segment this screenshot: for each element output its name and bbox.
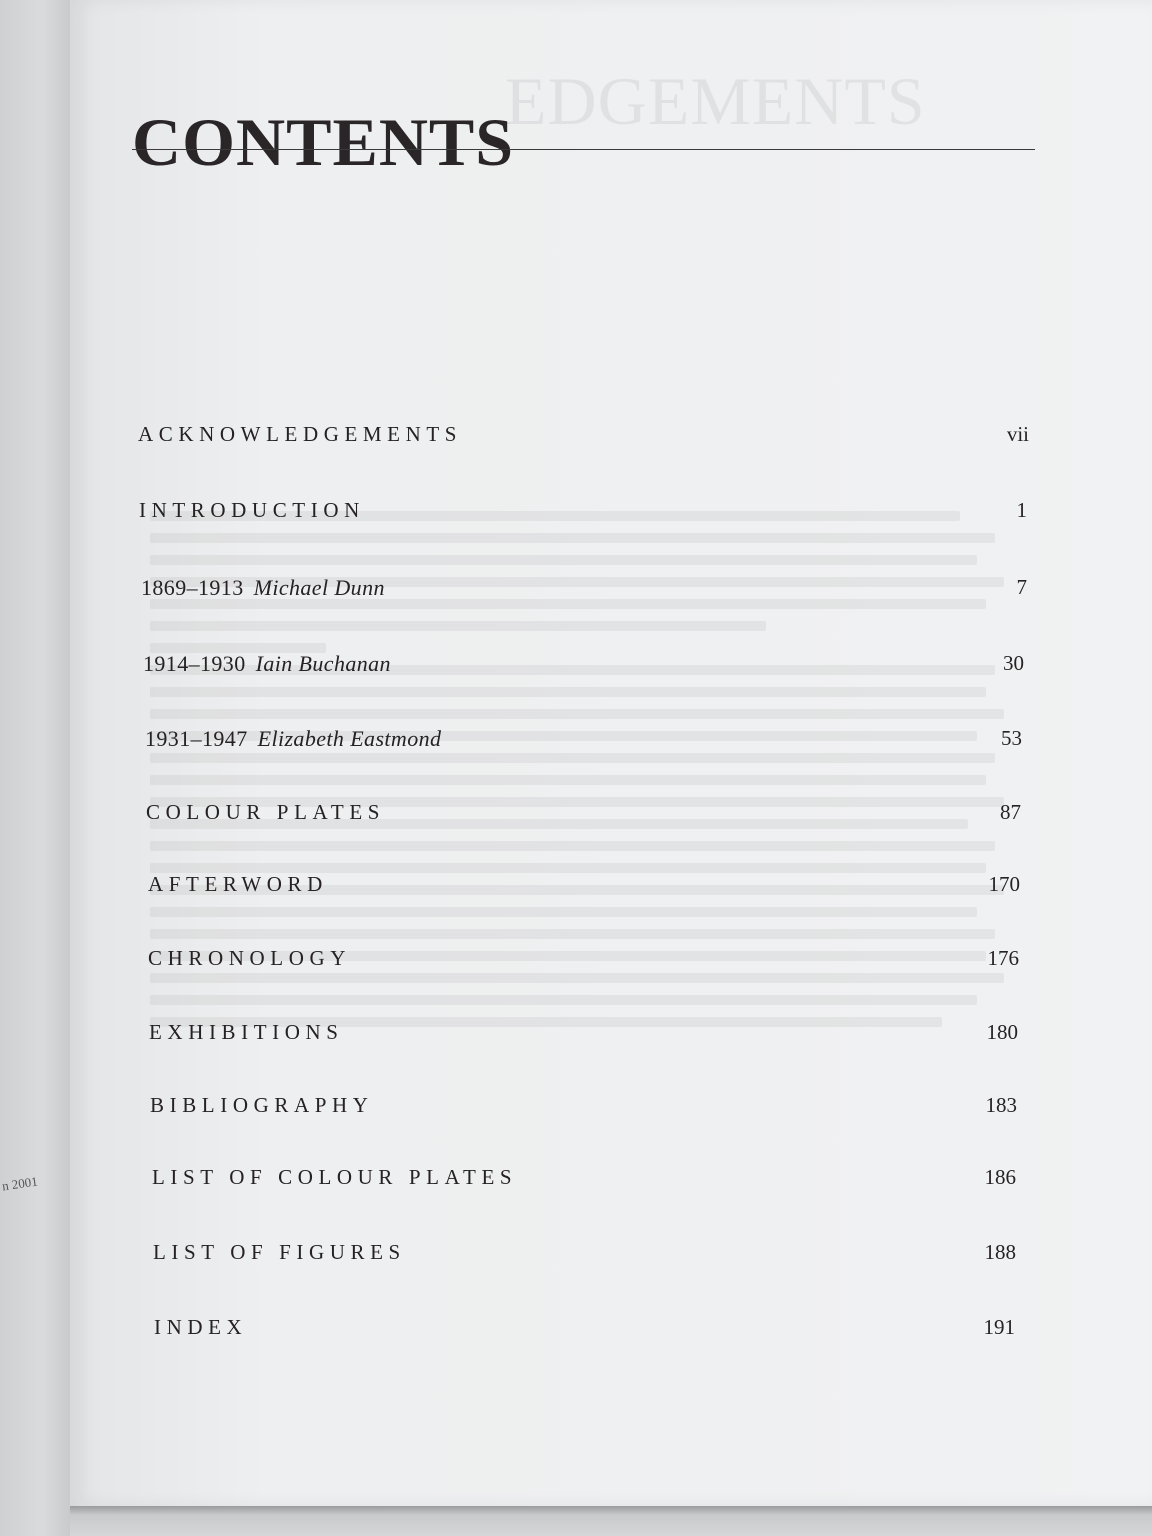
adjacent-page-edge	[0, 0, 70, 1536]
toc-chapter-years: 1931–1947	[145, 726, 248, 751]
title-rule	[132, 149, 1035, 150]
toc-entry-exhibitions	[149, 1020, 1018, 1060]
toc-page-number: 191	[983, 1315, 1015, 1339]
toc-entry-list-of-colour-plates	[152, 1165, 1016, 1205]
toc-chapter-years: 1869–1913	[141, 575, 244, 600]
toc-label: LIST OF COLOUR PLATES	[152, 1165, 518, 1189]
toc-entry-colour-plates	[146, 800, 1021, 840]
toc-entry-list-of-figures	[153, 1240, 1016, 1280]
adjacent-page-text: n 2001	[1, 1173, 39, 1194]
toc-chapter-author: Iain Buchanan	[255, 651, 391, 676]
toc-entry-afterword	[148, 872, 1020, 912]
toc-page-number: 170	[988, 872, 1020, 896]
toc-page-number: 188	[984, 1240, 1016, 1264]
page-bottom-edge	[70, 1506, 1152, 1536]
toc-label: CHRONOLOGY	[148, 946, 351, 970]
toc-page-number: 186	[984, 1165, 1016, 1189]
toc-chapter-author: Elizabeth Eastmond	[257, 726, 442, 751]
toc-chapter-years: 1914–1930	[143, 651, 246, 676]
toc-label: INDEX	[154, 1315, 248, 1339]
show-through-heading: EDGEMENTS	[505, 63, 926, 139]
toc-label: COLOUR PLATES	[146, 800, 386, 824]
toc-entry-chapter-1	[141, 575, 1027, 615]
toc-label: LIST OF FIGURES	[153, 1240, 406, 1264]
toc-page-number: 87	[1000, 800, 1021, 824]
toc-entry-bibliography	[150, 1093, 1017, 1133]
toc-page-number: 53	[1001, 726, 1022, 750]
toc-chapter-author: Michael Dunn	[253, 575, 385, 600]
toc-entry-acknowledgements	[138, 422, 1029, 462]
toc-entry-chapter-2	[143, 651, 1024, 691]
toc-page-number: 176	[987, 946, 1019, 970]
toc-entry-chronology	[148, 946, 1019, 986]
toc-page-number: 7	[1016, 575, 1027, 599]
toc-label: INTRODUCTION	[139, 498, 365, 522]
toc-label: BIBLIOGRAPHY	[150, 1093, 374, 1117]
page-title: CONTENTS	[132, 103, 515, 180]
toc-label: EXHIBITIONS	[149, 1020, 344, 1044]
toc-page-number: 183	[985, 1093, 1017, 1117]
toc-entry-index	[154, 1315, 1015, 1355]
toc-page-number: 1	[1016, 498, 1027, 522]
toc-page-number: 180	[986, 1020, 1018, 1044]
toc-entry-chapter-3	[145, 726, 1022, 766]
toc-page-number: vii	[1006, 422, 1029, 446]
toc-label: AFTERWORD	[148, 872, 328, 896]
toc-page-number: 30	[1003, 651, 1024, 675]
toc-label: ACKNOWLEDGEMENTS	[138, 422, 463, 446]
toc-entry-introduction	[139, 498, 1027, 538]
